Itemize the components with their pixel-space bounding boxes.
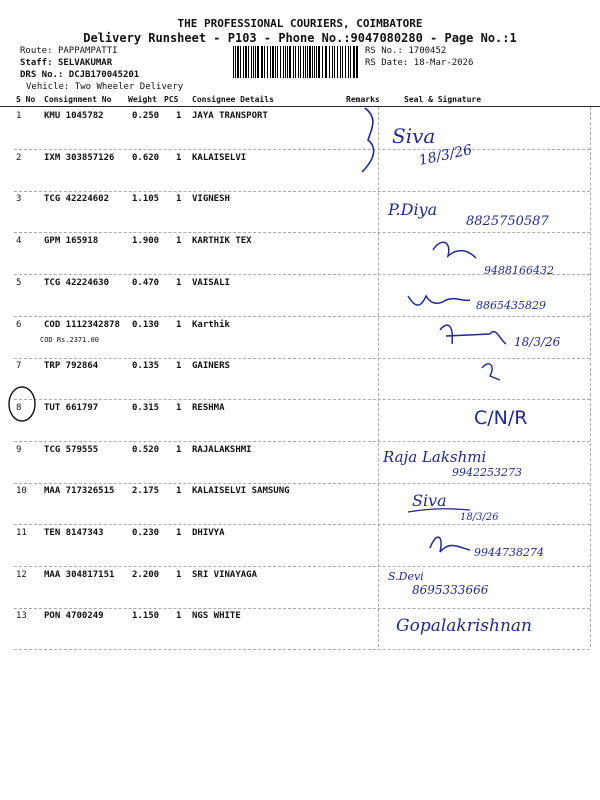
signature-row6-date: 18/3/26 bbox=[514, 335, 561, 349]
cell-pcs: 1 bbox=[176, 236, 182, 246]
cell-consignment: MAA 717326515 bbox=[44, 486, 115, 496]
signature-row5-scribble bbox=[408, 296, 470, 305]
cell-sno: 13 bbox=[16, 611, 27, 621]
route-value: PAPPAMPATTI bbox=[57, 46, 118, 56]
cell-consignment: TEN 8147343 bbox=[44, 528, 104, 538]
cell-consignment: TCG 579555 bbox=[44, 445, 99, 455]
col-sno: S No bbox=[16, 95, 36, 104]
rs-no-label: RS No.: bbox=[365, 46, 403, 56]
signature-row2-name: Siva bbox=[392, 124, 436, 148]
staff-value: SELVAKUMAR bbox=[57, 58, 113, 68]
cell-consignee: SRI VINAYAGA bbox=[192, 570, 258, 580]
cell-sno: 3 bbox=[16, 194, 22, 204]
cell-consignee: JAYA TRANSPORT bbox=[192, 111, 268, 121]
cell-consignee: RESHMA bbox=[192, 403, 225, 413]
cell-weight: 0.315 bbox=[132, 403, 160, 413]
cell-consignment: COD 1112342878 bbox=[44, 320, 120, 330]
signature-row3-name: P.Diya bbox=[388, 200, 438, 219]
cell-sno: 11 bbox=[16, 528, 27, 538]
cell-consignment: MAA 304817151 bbox=[44, 570, 115, 580]
remark-row8: C/N/R bbox=[474, 407, 528, 429]
cell-sno: 2 bbox=[16, 153, 22, 163]
rs-date-value: 18-Mar-2026 bbox=[413, 58, 474, 68]
signature-row13-name: Gopalakrishnan bbox=[396, 616, 532, 636]
cell-consignment: PON 4700249 bbox=[44, 611, 104, 621]
staff-label: Staff: bbox=[20, 58, 53, 68]
signature-row5-phone: 8865435829 bbox=[476, 299, 546, 312]
signature-row4-phone: 9488166432 bbox=[484, 264, 554, 277]
cell-weight: 0.130 bbox=[132, 320, 160, 330]
signature-row3-phone: 8825750587 bbox=[466, 214, 549, 229]
signature-row12-phone: 8695333666 bbox=[412, 583, 489, 597]
cell-weight: 1.105 bbox=[132, 194, 160, 204]
col-seal: Seal & Signature bbox=[404, 95, 482, 104]
cell-consignee: VIGNESH bbox=[192, 194, 230, 204]
cell-consignee: NGS WHITE bbox=[192, 611, 241, 621]
cell-consignment: TRP 792864 bbox=[44, 361, 99, 371]
cell-consignment: TCG 42224630 bbox=[44, 278, 110, 288]
col-remarks: Remarks bbox=[346, 95, 380, 104]
cell-consignee: KALAISELVI bbox=[192, 153, 247, 163]
cell-consignment: KMU 1045782 bbox=[44, 111, 104, 121]
col-consignee: Consignee Details bbox=[192, 95, 274, 104]
remarks-bracket-mark bbox=[362, 108, 374, 172]
cell-pcs: 1 bbox=[176, 611, 182, 621]
signature-row7-scribble bbox=[482, 364, 500, 380]
cell-consignee: DHIVYA bbox=[192, 528, 225, 538]
signature-row6-scribble bbox=[440, 325, 506, 344]
cell-consignment: TUT 661797 bbox=[44, 403, 99, 413]
vehicle-label: Vehicle: bbox=[26, 82, 70, 92]
cell-weight: 0.620 bbox=[132, 153, 160, 163]
drs-value: DCJB170045201 bbox=[68, 70, 140, 80]
cell-weight: 1.900 bbox=[132, 236, 160, 246]
signature-row9-name: Raja Lakshmi bbox=[383, 448, 487, 466]
cell-consignment: TCG 42224602 bbox=[44, 194, 110, 204]
cell-pcs: 1 bbox=[176, 111, 182, 121]
cell-weight: 0.230 bbox=[132, 528, 160, 538]
cell-sno: 12 bbox=[16, 570, 27, 580]
cell-weight: 0.135 bbox=[132, 361, 160, 371]
route-label: Route: bbox=[20, 46, 53, 56]
cell-weight: 1.150 bbox=[132, 611, 160, 621]
rs-date-label: RS Date: bbox=[365, 58, 409, 68]
signature-row2-date: 18/3/26 bbox=[417, 142, 474, 169]
cell-pcs: 1 bbox=[176, 403, 182, 413]
cell-consignee: Karthik bbox=[192, 320, 230, 330]
cell-consignment: IXM 303857126 bbox=[44, 153, 115, 163]
cod-amount: COD Rs.2371.00 bbox=[40, 336, 100, 344]
signature-row4-scribble bbox=[433, 242, 476, 258]
cell-pcs: 1 bbox=[176, 570, 182, 580]
cell-sno: 6 bbox=[16, 320, 22, 330]
cell-weight: 0.250 bbox=[132, 111, 160, 121]
signature-row11-phone: 9944738274 bbox=[474, 546, 544, 559]
row-8-circle-mark bbox=[9, 387, 35, 421]
signature-row12-name: S.Devi bbox=[388, 570, 424, 583]
cell-sno: 1 bbox=[16, 111, 22, 121]
cell-pcs: 1 bbox=[176, 361, 182, 371]
cell-pcs: 1 bbox=[176, 320, 182, 330]
cell-sno: 5 bbox=[16, 278, 22, 288]
cell-sno: 10 bbox=[16, 486, 27, 496]
cell-pcs: 1 bbox=[176, 194, 182, 204]
col-pcs: PCS bbox=[164, 95, 179, 104]
cell-consignee: VAISALI bbox=[192, 278, 230, 288]
cell-weight: 0.470 bbox=[132, 278, 160, 288]
cell-consignee: RAJALAKSHMI bbox=[192, 445, 252, 455]
rs-no-value: 1700452 bbox=[408, 46, 447, 56]
signature-row10-name: Siva bbox=[412, 491, 447, 510]
cell-pcs: 1 bbox=[176, 153, 182, 163]
signature-row10-date: 18/3/26 bbox=[460, 512, 499, 523]
cell-pcs: 1 bbox=[176, 445, 182, 455]
cell-pcs: 1 bbox=[176, 486, 182, 496]
col-weight: Weight bbox=[128, 95, 157, 104]
cell-sno: 4 bbox=[16, 236, 22, 246]
vehicle-value: Two Wheeler Delivery bbox=[74, 82, 184, 92]
cell-pcs: 1 bbox=[176, 278, 182, 288]
cell-pcs: 1 bbox=[176, 528, 182, 538]
cell-sno: 9 bbox=[16, 445, 22, 455]
cell-weight: 0.520 bbox=[132, 445, 160, 455]
cell-consignment: GPM 165918 bbox=[44, 236, 99, 246]
cell-sno: 8 bbox=[16, 403, 22, 413]
cell-consignee: KARTHIK TEX bbox=[192, 236, 252, 246]
cell-weight: 2.175 bbox=[132, 486, 160, 496]
col-consignment: Consignment No bbox=[44, 95, 112, 104]
runsheet-subtitle: Delivery Runsheet - P103 - Phone No.:9047080280 - Page No.:1 bbox=[83, 31, 517, 45]
cell-consignee: GAINERS bbox=[192, 361, 230, 371]
company-title: THE PROFESSIONAL COURIERS, COIMBATORE bbox=[177, 17, 423, 30]
cell-weight: 2.200 bbox=[132, 570, 160, 580]
cell-sno: 7 bbox=[16, 361, 22, 371]
signature-row9-phone: 9942253273 bbox=[452, 466, 522, 479]
signature-row11-scribble bbox=[430, 537, 470, 552]
drs-label: DRS No.: bbox=[20, 70, 64, 80]
cell-consignee: KALAISELVI SAMSUNG bbox=[192, 486, 290, 496]
